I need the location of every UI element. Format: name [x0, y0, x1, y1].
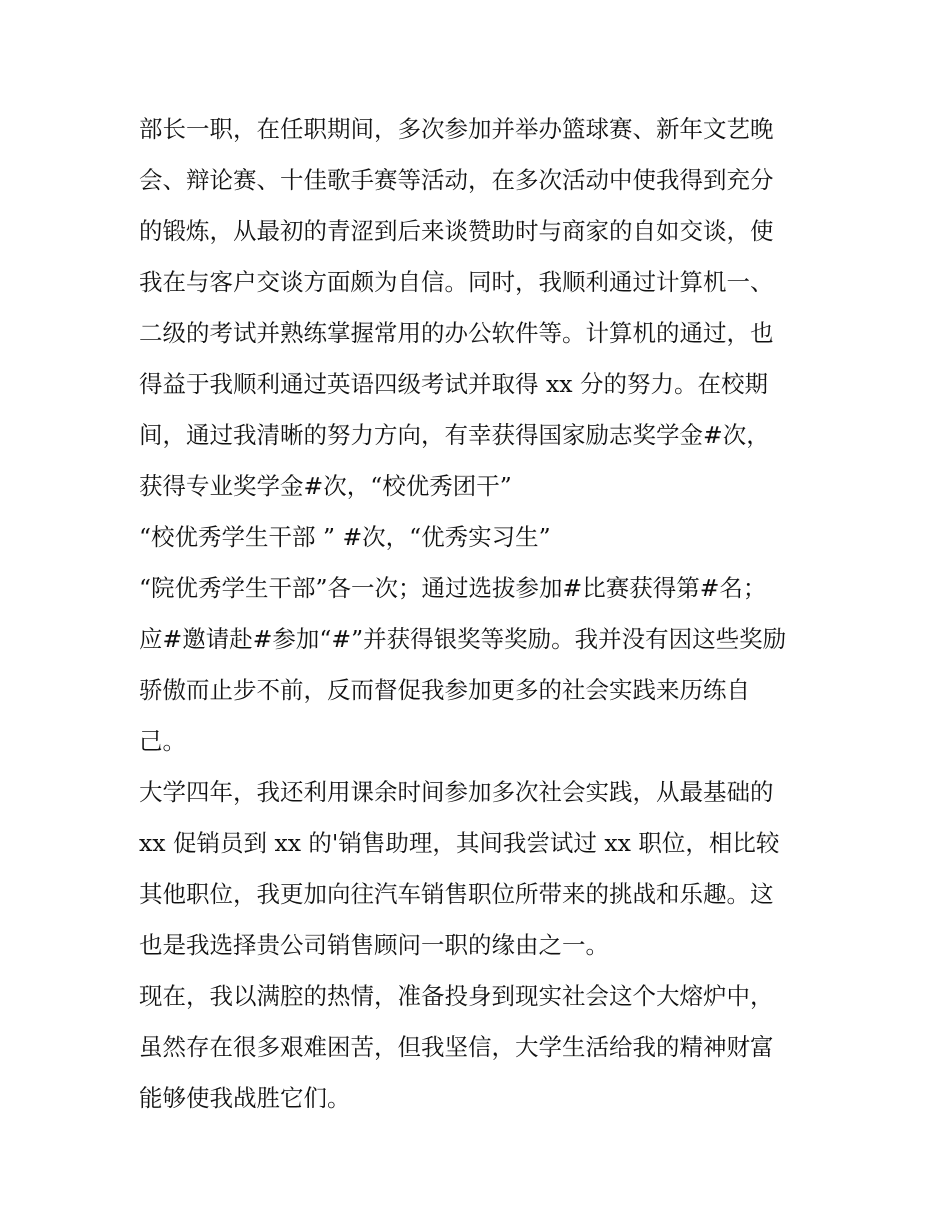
- text-line: 虽然存在很多艰难困苦，但我坚信，大学生活给我的精神财富: [139, 1033, 774, 1061]
- text-line: 获得专业奖学金#次，“校优秀团干”: [139, 472, 512, 500]
- text-line: xx 促销员到 xx 的'销售助理，其间我尝试过 xx 职位，相比较: [139, 829, 780, 857]
- text-line: 得益于我顺利通过英语四级考试并取得 xx 分的努力。在校期: [139, 370, 768, 398]
- text-line: 其他职位，我更加向往汽车销售职位所带来的挑战和乐趣。这: [139, 880, 774, 908]
- text-line: 部长一职，在任职期间，多次参加并举办篮球赛、新年文艺晚: [139, 115, 774, 143]
- text-line: 现在，我以满腔的热情，准备投身到现实社会这个大熔炉中，: [139, 982, 774, 1010]
- text-line: “院优秀学生干部”各一次；通过选拔参加#比赛获得第#名；: [139, 574, 767, 602]
- document-body: [139, 104, 819, 1124]
- text-line: “校优秀学生干部 ” #次，“优秀实习生”: [139, 523, 551, 551]
- text-line: 会、辩论赛、十佳歌手赛等活动，在多次活动中使我得到充分: [139, 166, 774, 194]
- text-line: 我在与客户交谈方面颇为自信。同时，我顺利通过计算机一、: [139, 268, 774, 296]
- text-line: 也是我选择贵公司销售顾问一职的缘由之一。: [139, 931, 609, 959]
- text-line: 应#邀请赴#参加“#”并获得银奖等奖励。我并没有因这些奖励: [139, 625, 787, 653]
- text-line: 大学四年，我还利用课余时间参加多次社会实践，从最基础的: [139, 778, 774, 806]
- text-line: 间，通过我清晰的努力方向，有幸获得国家励志奖学金#次，: [139, 421, 770, 449]
- text-line: 骄傲而止步不前，反而督促我参加更多的社会实践来历练自: [139, 676, 750, 704]
- text-line: 己。: [139, 727, 186, 755]
- text-line: 的锻炼，从最初的青涩到后来谈赞助时与商家的自如交谈，使: [139, 217, 774, 245]
- text-line: 二级的考试并熟练掌握常用的办公软件等。计算机的通过，也: [139, 319, 774, 347]
- text-line: 能够使我战胜它们。: [139, 1084, 351, 1112]
